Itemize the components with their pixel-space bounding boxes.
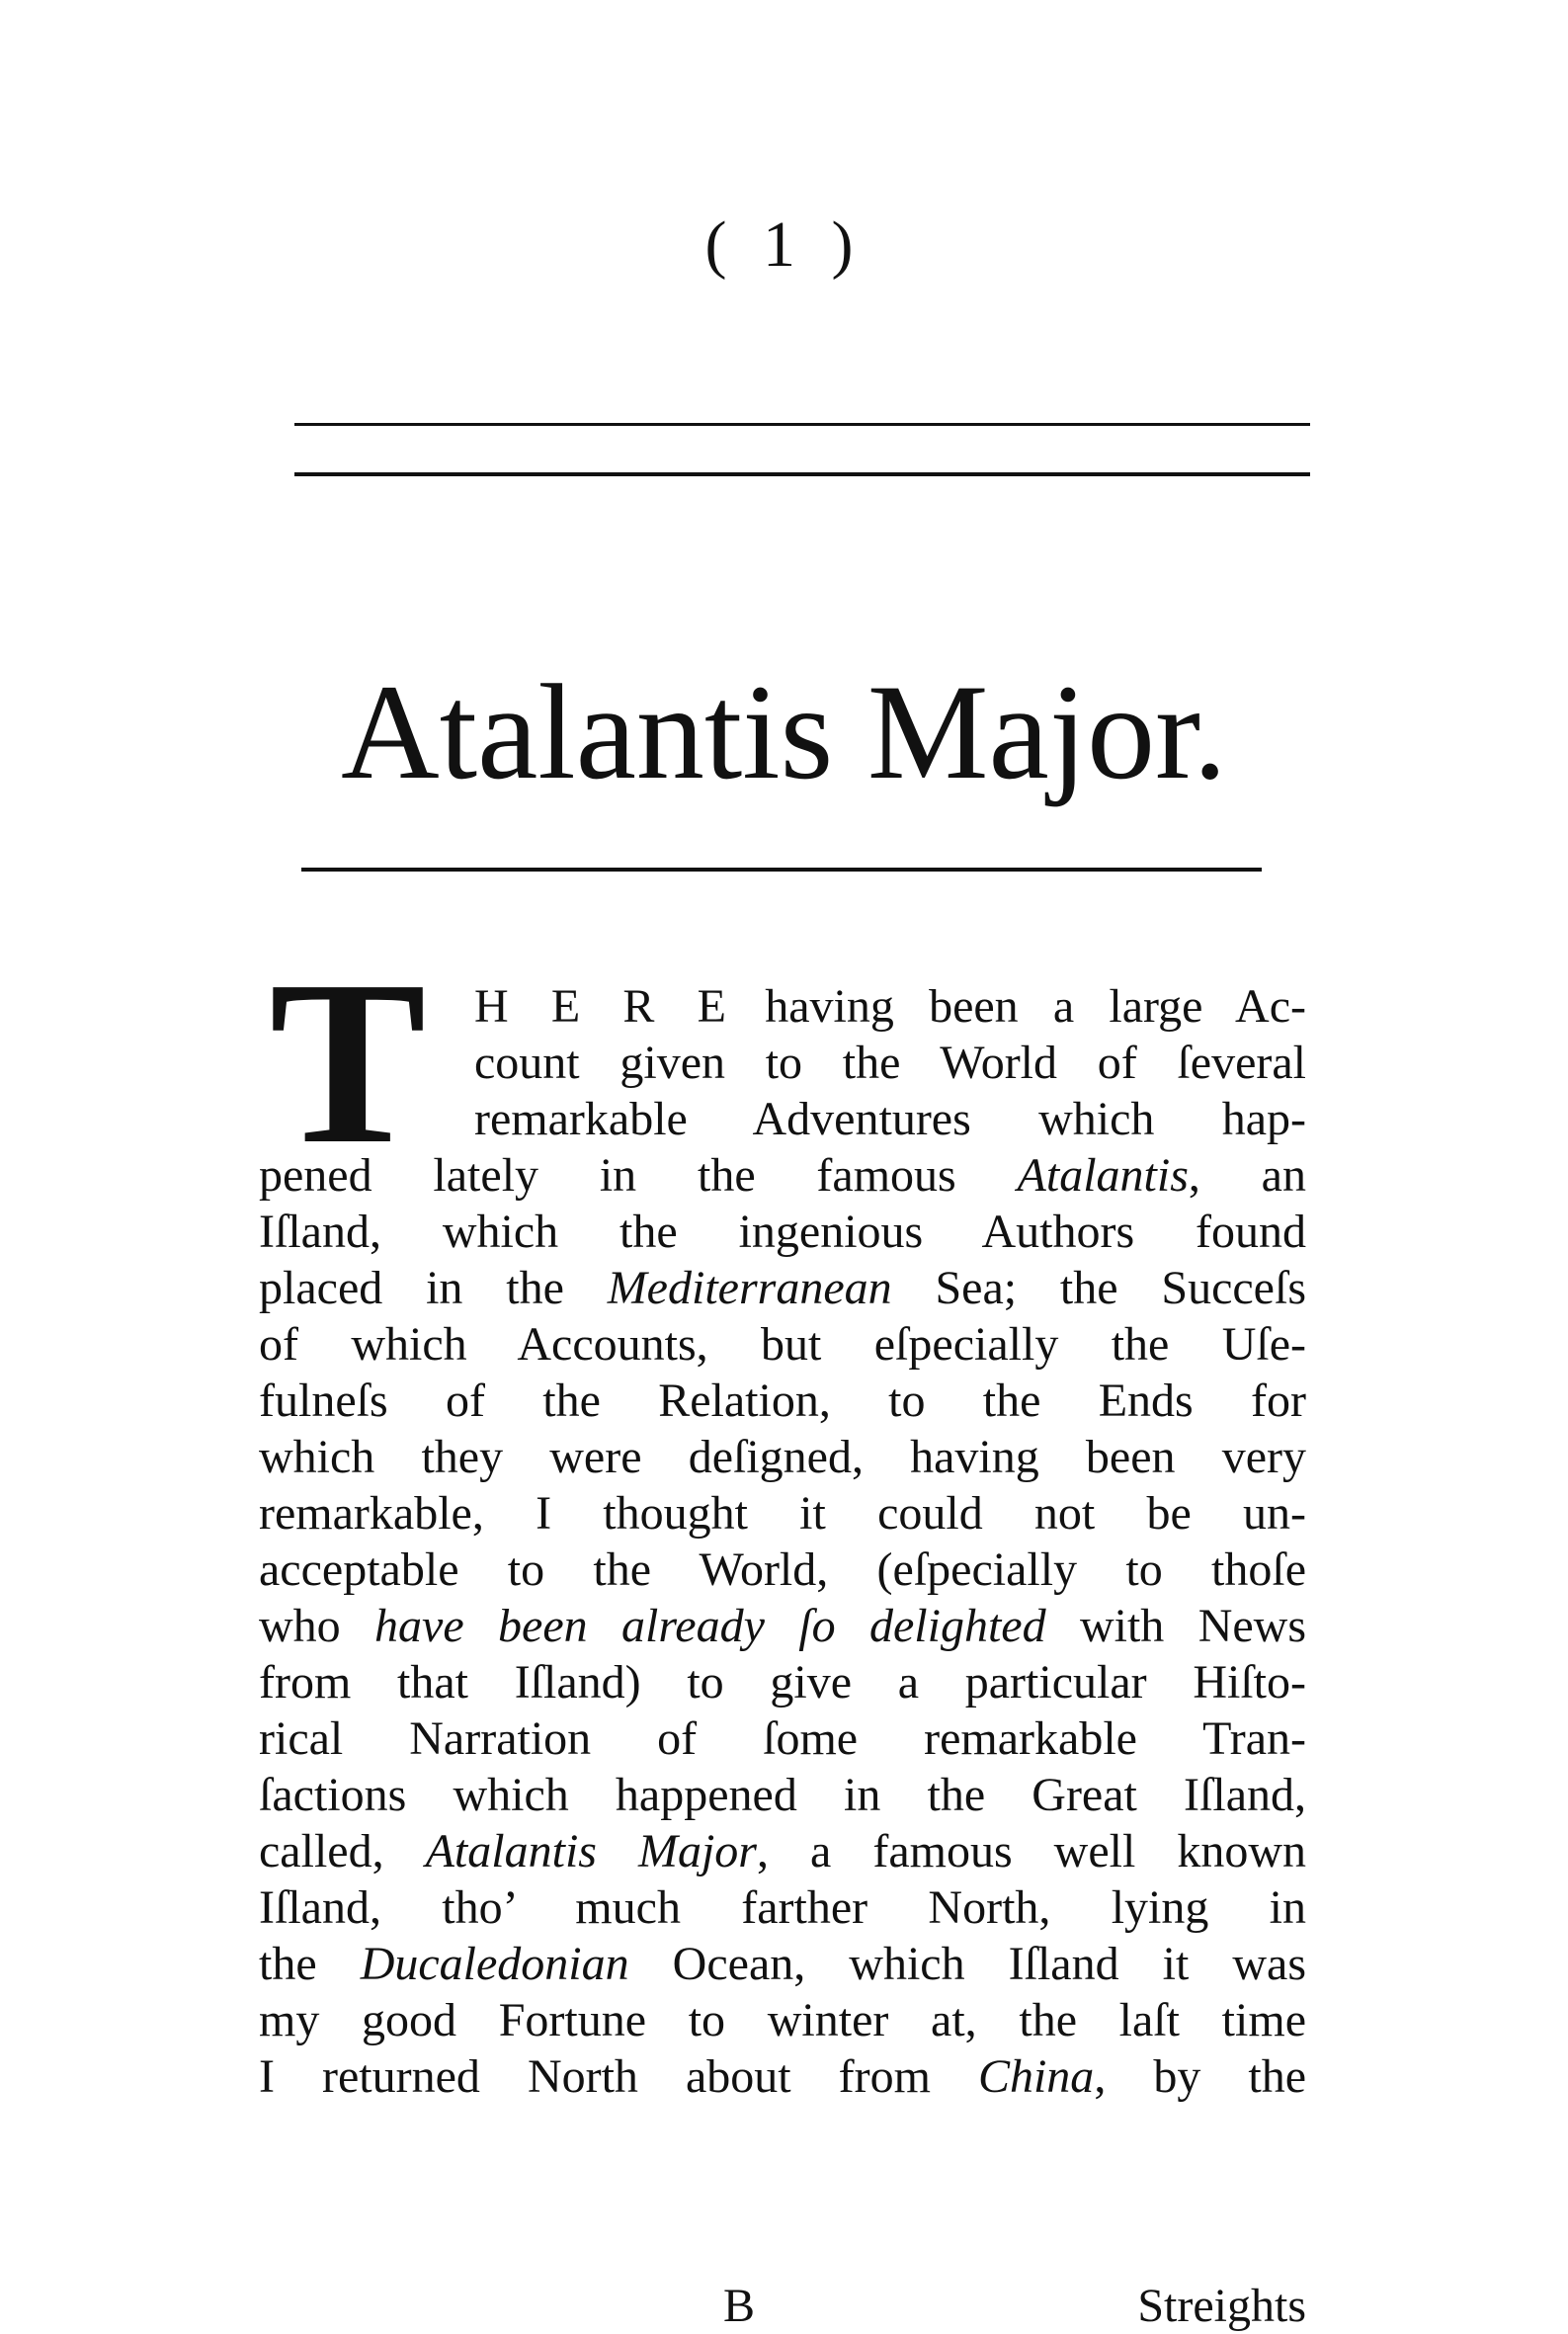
- line-text-tail: Sea; the Succeſs: [891, 1262, 1306, 1314]
- text-line: [259, 1936, 1306, 1992]
- line-text: who: [259, 1600, 375, 1652]
- line-text: count given to the World of ſeveral: [474, 1037, 1306, 1089]
- line-text: ſactions which happened in the Great Iſland,: [259, 1769, 1306, 1821]
- line-text: remarkable Adventures which hap-: [474, 1093, 1306, 1145]
- line-text: the: [259, 1938, 361, 1990]
- italic-phrase: Atalantis Major: [425, 1825, 757, 1877]
- line-text: having been a large Ac-: [729, 980, 1306, 1033]
- italic-phrase: have been already ſo delighted: [374, 1600, 1046, 1652]
- second-rule: [294, 472, 1310, 476]
- opening-word: H E R E: [474, 980, 730, 1033]
- line-text: placed in the: [259, 1262, 608, 1314]
- line-text: which they were deſigned, having been very: [259, 1431, 1306, 1483]
- line-text: Iſland, tho’ much farther North, lying in: [259, 1881, 1306, 1934]
- line-text: Iſland, which the ingenious Authors found: [259, 1206, 1306, 1258]
- line-text-tail: with News: [1045, 1600, 1306, 1652]
- text-line: [259, 1485, 1306, 1542]
- text-line: [259, 1598, 1306, 1654]
- line-text: my good Fortune to winter at, the laſt time: [259, 1994, 1306, 2046]
- line-text: I returned North about from: [259, 2050, 978, 2103]
- catchword: Streights: [1137, 2280, 1306, 2332]
- line-text: fulneſs of the Relation, to the Ends for: [259, 1375, 1306, 1427]
- text-line: [259, 1654, 1306, 1710]
- text-line: [259, 1710, 1306, 1767]
- text-line: [474, 1091, 1306, 1147]
- drop-cap: T: [269, 933, 427, 1193]
- line-text-tail: , a famous well known: [756, 1825, 1306, 1877]
- line-text: remarkable, I thought it could not be un-: [259, 1487, 1306, 1540]
- italic-phrase: Ducaledonian: [360, 1938, 629, 1990]
- text-line: [259, 1147, 1306, 1204]
- text-line: [259, 1542, 1306, 1598]
- text-line: [474, 978, 1306, 1035]
- text-line: [259, 1204, 1306, 1260]
- line-text-tail: , an: [1188, 1149, 1306, 1202]
- title-rule: [301, 868, 1262, 872]
- text-line: [259, 1316, 1306, 1373]
- text-line: [474, 1035, 1306, 1091]
- line-text: of which Accounts, but eſpecially the Uſe-: [259, 1318, 1306, 1371]
- line-text: acceptable to the World, (eſpecially to thoſe: [259, 1543, 1306, 1596]
- italic-phrase: Atalantis: [1017, 1149, 1189, 1202]
- text-line: [259, 1823, 1306, 1879]
- text-line: [259, 1879, 1306, 1936]
- line-text: called,: [259, 1825, 426, 1877]
- page-number: ( 1 ): [704, 208, 864, 281]
- line-text: pened lately in the famous: [259, 1149, 1018, 1202]
- text-line: [259, 1767, 1306, 1823]
- text-line: [259, 1260, 1306, 1316]
- signature-mark: B: [723, 2280, 756, 2332]
- italic-phrase: Mediterranean: [607, 1262, 892, 1314]
- line-text-tail: , by the: [1094, 2050, 1306, 2103]
- text-line: [259, 1429, 1306, 1485]
- line-text: rical Narration of ſome remarkable Tran-: [259, 1712, 1306, 1765]
- text-line: [259, 2048, 1306, 2105]
- line-text-tail: Ocean, which Iſland it was: [628, 1938, 1306, 1990]
- page-title: Atalantis Major.: [341, 656, 1227, 808]
- text-line: [259, 1992, 1306, 2048]
- body-text: [259, 978, 1306, 2105]
- text-line: [259, 1373, 1306, 1429]
- italic-phrase: China: [977, 2050, 1095, 2103]
- line-text: from that Iſland) to give a particular Hiſto-: [259, 1656, 1306, 1709]
- top-rule: [294, 423, 1310, 426]
